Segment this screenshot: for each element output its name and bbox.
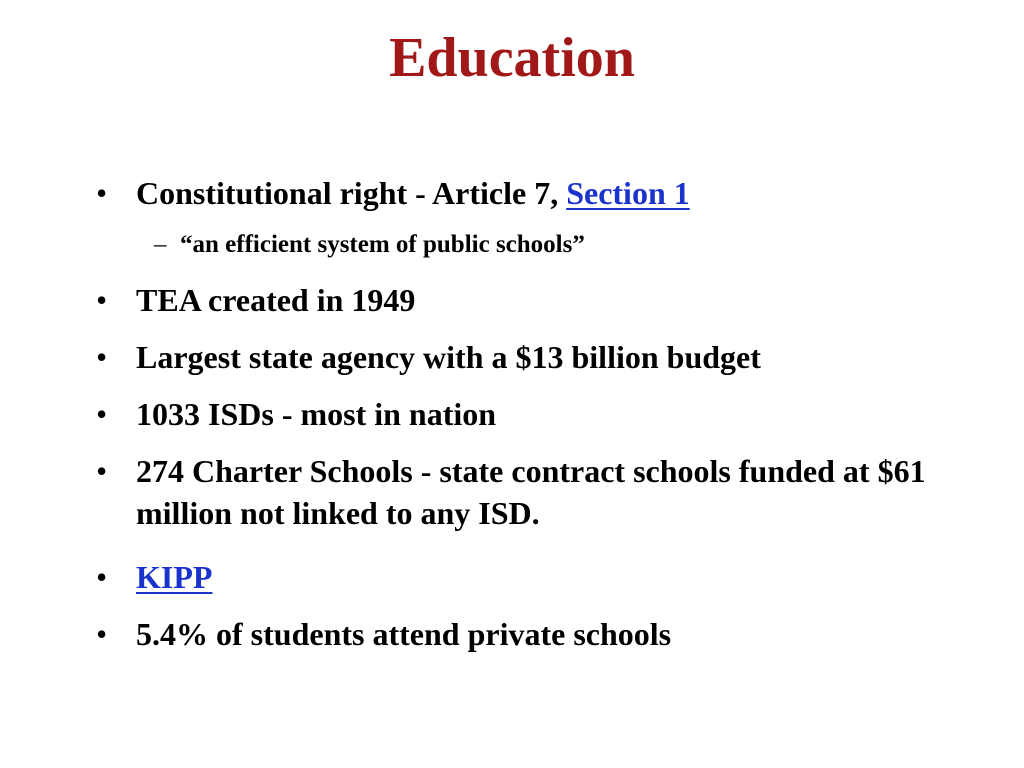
bullet-icon: • [96,175,108,211]
bullet-icon: • [96,339,108,375]
bullet-icon: • [96,616,108,652]
bullet-icon: • [96,559,108,595]
dash-icon: – [154,231,167,258]
bullet-icon: • [96,282,108,318]
bullet-icon: • [96,396,108,432]
bullet-text: TEA created in 1949 [136,282,416,318]
bullet-label: Constitutional right - Article 7, [136,175,567,211]
bullet-text [136,172,926,214]
kipp-link[interactable]: KIPP [136,559,213,595]
bullet-text: Largest state agency with a $13 billion budget [136,339,761,375]
section-1-link[interactable]: Section 1 [566,175,690,211]
bullet-text [136,556,926,598]
bullet-icon: • [96,453,108,489]
slide-title: Education [389,27,635,89]
bullet-text: 274 Charter Schools - state contract schools funded at $61 million not linked to any ISD. [136,453,926,531]
sub-bullet-text: “an efficient system of public schools” [180,231,585,258]
bullet-text: 5.4% of students attend private schools [136,616,672,652]
bullet-text: 1033 ISDs - most in nation [136,396,497,432]
